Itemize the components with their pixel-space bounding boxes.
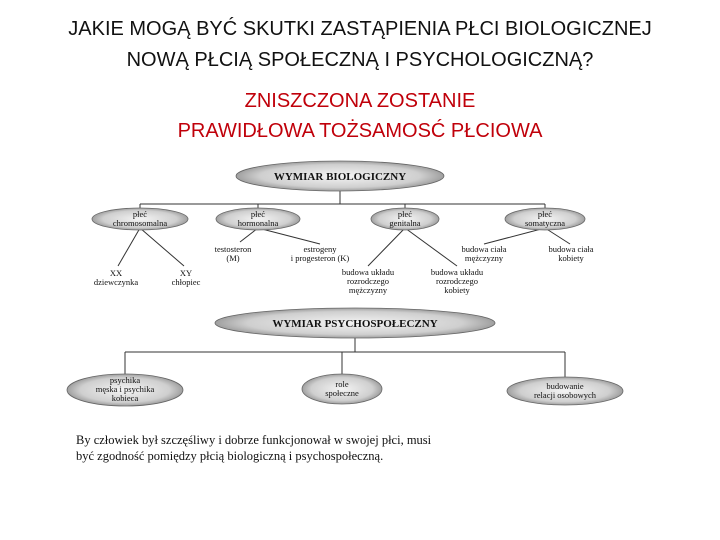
leaf-male-reproductive-line-3: mężczyzny	[348, 285, 388, 295]
psy-connectors	[125, 338, 565, 377]
leaf-female-reproductive-line-1: budowa układu	[430, 267, 484, 277]
diagram-caption	[76, 432, 636, 464]
leaf-male-body-line-1: budowa ciała	[461, 244, 507, 254]
leaf-estrogens-line-1: estrogeny	[303, 244, 337, 254]
leaf-male-body-line-2: mężczyzny	[464, 253, 504, 263]
bio-child-genital-line-2: genitalna	[389, 218, 421, 228]
heading-answer-line-1: ZNISZCZONA ZOSTANIE	[244, 90, 476, 112]
bio-child-chromosomal-line-2: chromosomalna	[112, 218, 168, 228]
leaf-male-reproductive-line-2: rozrodczego	[346, 276, 390, 286]
leaf-female-body-line-2: kobiety	[558, 253, 584, 263]
psy-child-relationships-line-2: relacji osobowych	[533, 390, 597, 400]
psy-child-social-roles-line-1: role	[335, 379, 349, 389]
leaf-testosterone-line-1: testosteron	[214, 244, 252, 254]
psy-child-psyche	[67, 374, 183, 406]
leaf-female-reproductive	[431, 267, 484, 295]
leaf-xy	[172, 268, 201, 287]
psy-child-psyche-line-2: męska i psychika	[95, 384, 155, 394]
leaf-testosterone-line-2: (M)	[226, 253, 240, 263]
psy-root-label: WYMIAR PSYCHOSPOŁECZNY	[272, 318, 438, 330]
psy-child-relationships	[507, 377, 623, 405]
bio-child-genital-line-1: płeć	[397, 209, 413, 219]
bio-child-somatic	[505, 208, 585, 230]
bio-child-somatic-line-2: somatyczna	[524, 218, 566, 228]
leaf-xx	[94, 268, 139, 287]
leaf-testosterone	[215, 244, 253, 263]
psy-child-social-roles	[302, 374, 382, 404]
leaf-xy-line-1: XY	[179, 268, 193, 278]
leaf-male-reproductive	[342, 267, 395, 295]
bio-child-genital	[371, 208, 439, 230]
bio-child-chromosomal-line-1: płeć	[132, 209, 148, 219]
bio-root-label: WYMIAR BIOLOGICZNY	[273, 171, 407, 183]
leaf-female-reproductive-line-2: rozrodczego	[435, 276, 479, 286]
caption-line-2: być zgodność pomiędzy płcią biologiczną i psychospołeczną.	[76, 449, 384, 463]
leaf-female-body	[548, 244, 593, 263]
leaf-xx-line-1: XX	[109, 268, 123, 278]
heading-question-line-2: NOWĄ PŁCIĄ SPOŁECZNĄ I PSYCHOLOGICZNĄ?	[126, 49, 594, 71]
leaf-male-reproductive-line-1: budowa układu	[341, 267, 395, 277]
leaf-xy-line-2: chłopiec	[171, 277, 201, 287]
psy-child-psyche-line-1: psychika	[109, 375, 141, 385]
heading-answer-line-2: PRAWIDŁOWA TOŻSAMOSĆ PŁCIOWA	[177, 120, 543, 142]
leaf-female-body-line-1: budowa ciała	[548, 244, 594, 254]
caption-line-1: By człowiek był szczęśliwy i dobrze funkcjonował w swojej płci, musi	[76, 433, 432, 447]
bio-child-hormonal	[216, 208, 300, 230]
leaf-female-reproductive-line-3: kobiety	[444, 285, 470, 295]
leaf-estrogens	[291, 244, 350, 263]
psy-child-social-roles-line-2: społeczne	[325, 388, 359, 398]
bio-child-chromosomal	[92, 208, 188, 230]
psy-child-psyche-line-3: kobieca	[111, 393, 139, 403]
psy-child-relationships-line-1: budowanie	[546, 381, 584, 391]
bio-child-somatic-line-1: płeć	[537, 209, 553, 219]
heading-question-line-1: JAKIE MOGĄ BYĆ SKUTKI ZASTĄPIENIA PŁCI BIOLOGICZNEJ	[68, 18, 652, 40]
bio-child-hormonal-line-1: płeć	[250, 209, 266, 219]
leaf-xx-line-2: dziewczynka	[93, 277, 139, 287]
leaf-male-body	[461, 244, 506, 263]
bio-child-hormonal-line-2: hormonalna	[237, 218, 279, 228]
leaf-estrogens-line-2: i progesteron (K)	[290, 253, 350, 263]
